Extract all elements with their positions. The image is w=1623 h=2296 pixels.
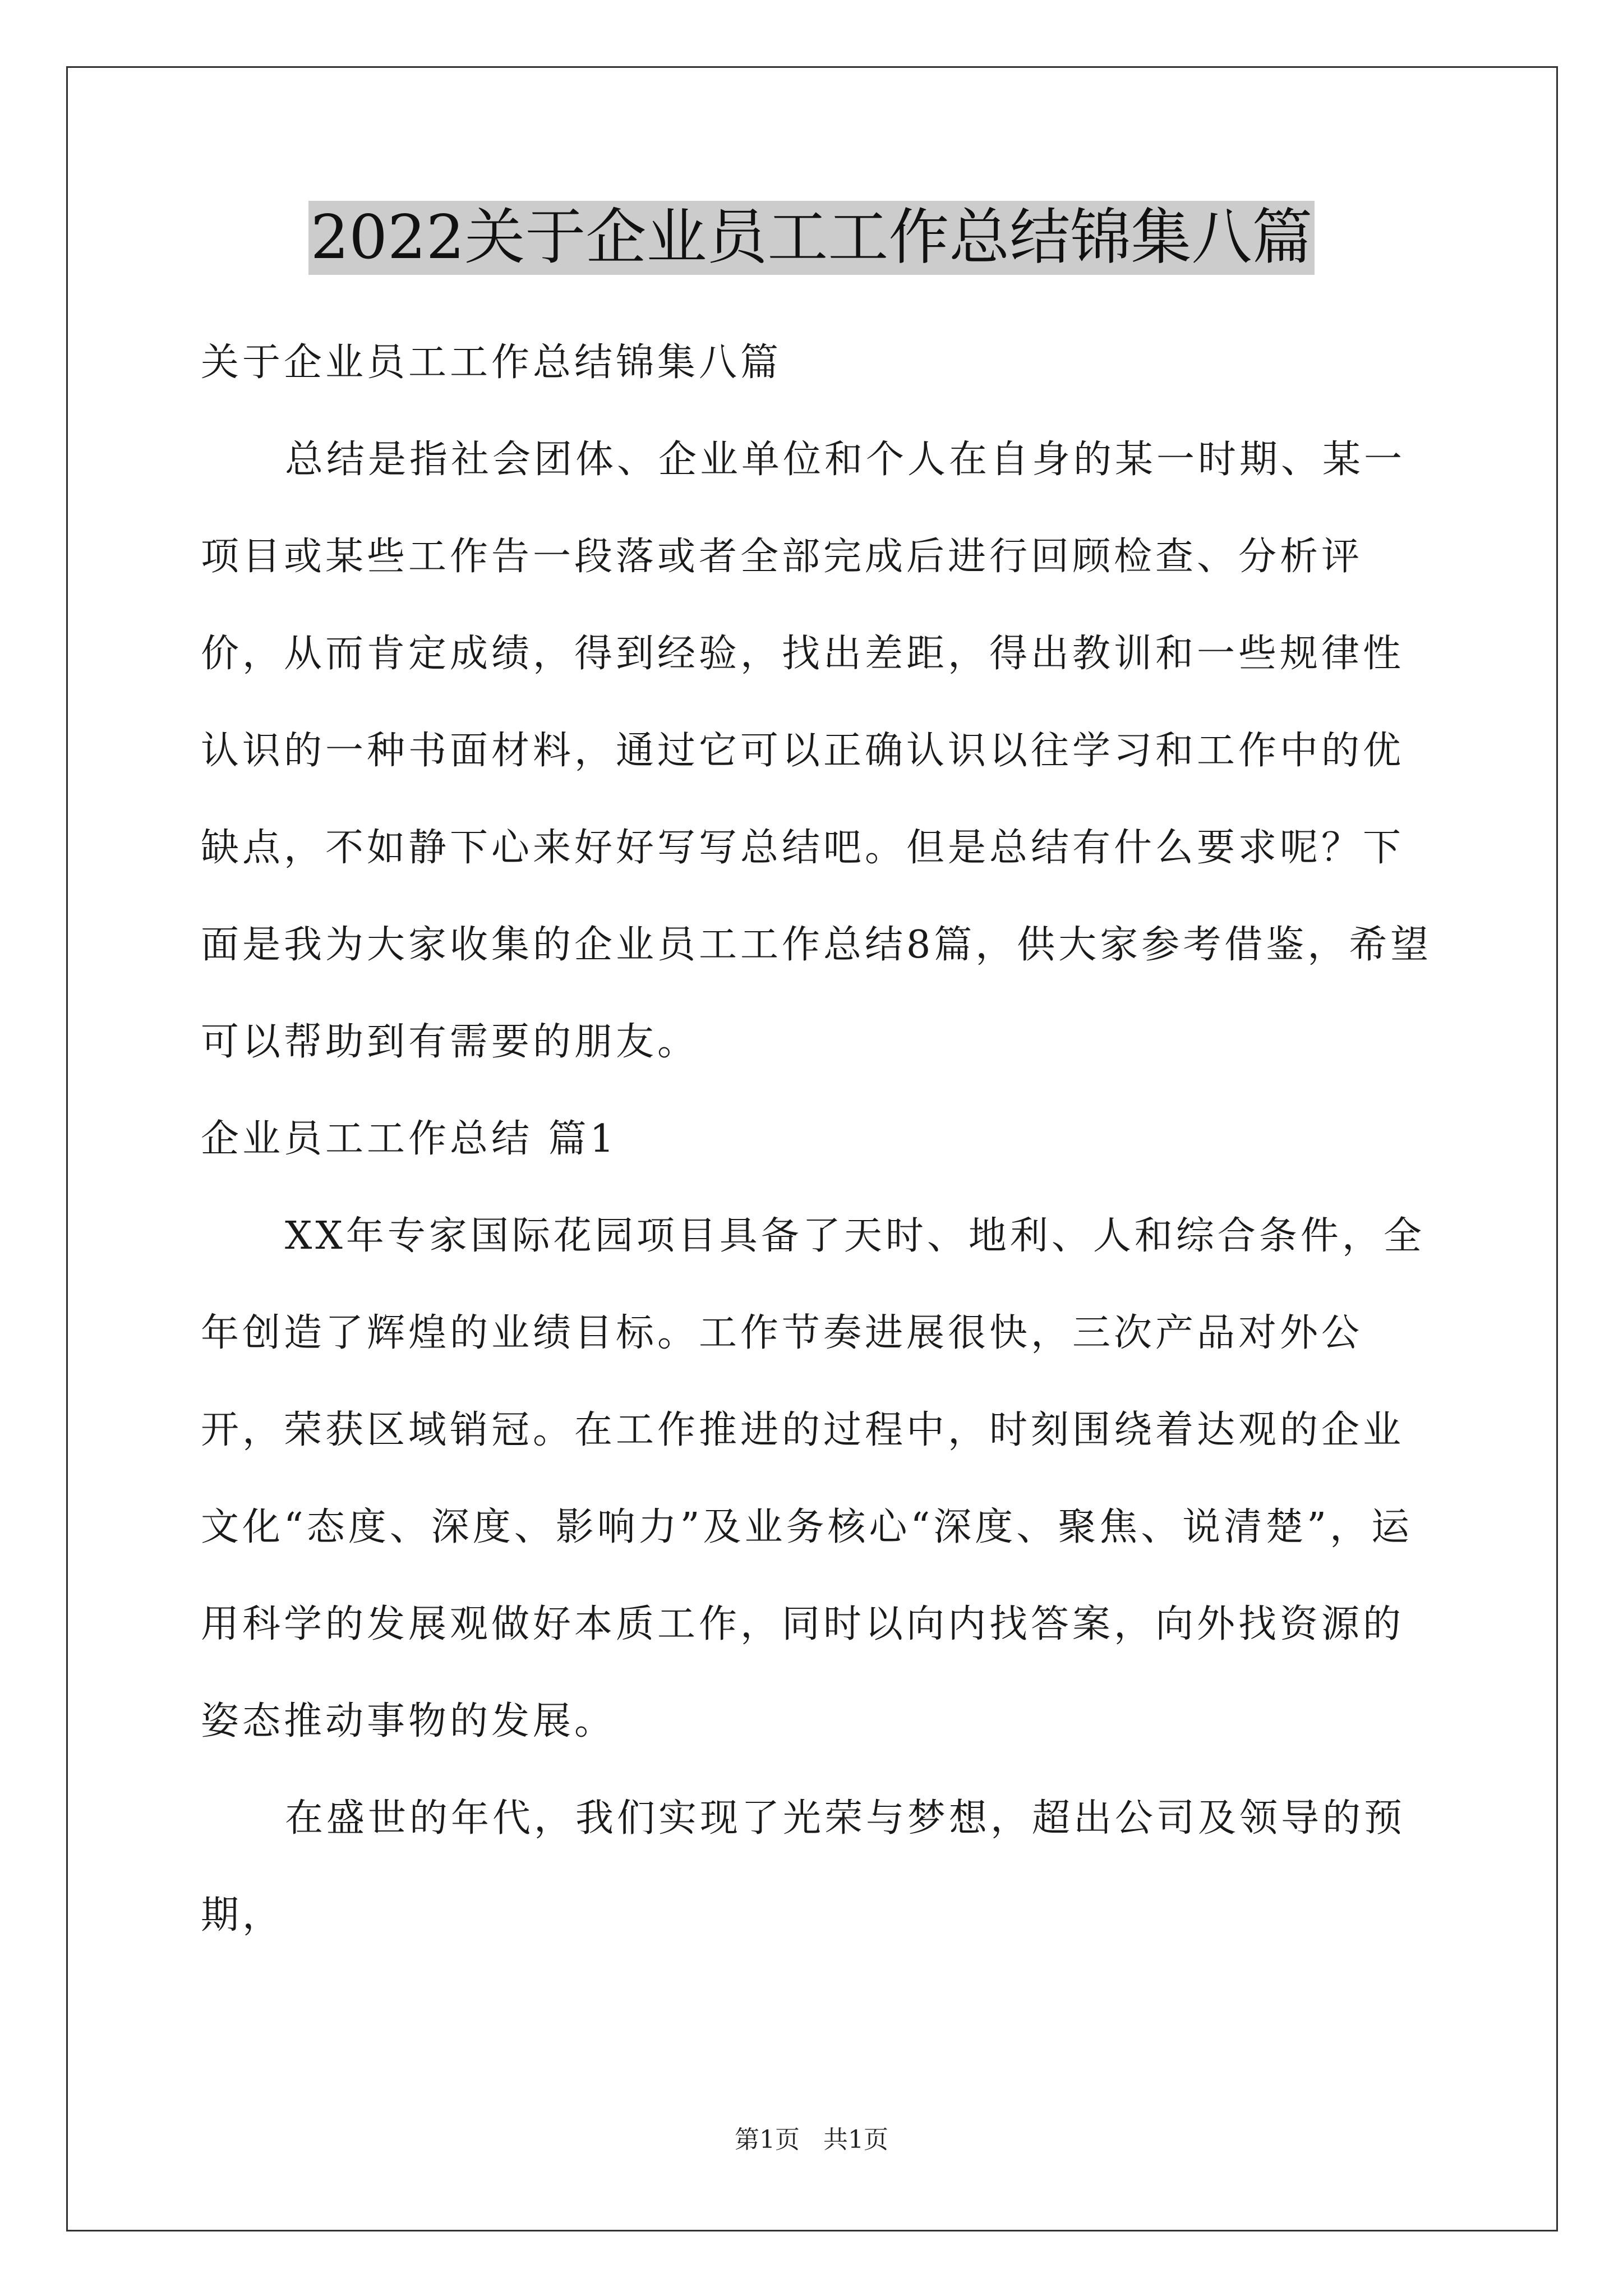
document-title: 2022关于企业员工工作总结锦集八篇 [308, 201, 1315, 275]
intro-paragraph: 总结是指社会团体、企业单位和个人在自身的某一时期、某一项目或某些工作告一段落或者全部完成后进行回顾检查、分析评价，从而肯定成绩，得到经验，找出差距，得出教训和一些规律性认识的一种书面材料，通过它可以正确认识以往学习和工作中的优缺点，不如静下心来好好写写总结吧。但是总结有什么要求呢？下面是我为大家收集的企业员工工作总结8篇，供大家参考借鉴，希望可以帮助到有需要的朋友。 [201, 438, 1432, 1064]
section-paragraph-1: XX年专家国际花园项目具备了天时、地利、人和综合条件，全年创造了辉煌的业绩目标。工作节奏进展很快，三次产品对外公开，荣获区域销冠。在工作推进的过程中，时刻围绕着达观的企业文化“态度、深度、影响力”及业务核心“深度、聚焦、说清楚”，运用科学的发展观做好本质工作，同时以向内找答案，向外找资源的姿态推动事物的发展。 [201, 1214, 1425, 1743]
document-body [201, 314, 1435, 1964]
title-container [0, 201, 1623, 275]
document-subtitle: 关于企业员工工作总结锦集八篇 [201, 341, 782, 385]
section-heading: 企业员工工作总结 篇1 [201, 1117, 617, 1161]
page-footer: 第1页 共1页 [735, 2125, 888, 2154]
section-paragraph-2: 在盛世的年代，我们实现了光荣与梦想，超出公司及领导的预期， [201, 1796, 1406, 1938]
